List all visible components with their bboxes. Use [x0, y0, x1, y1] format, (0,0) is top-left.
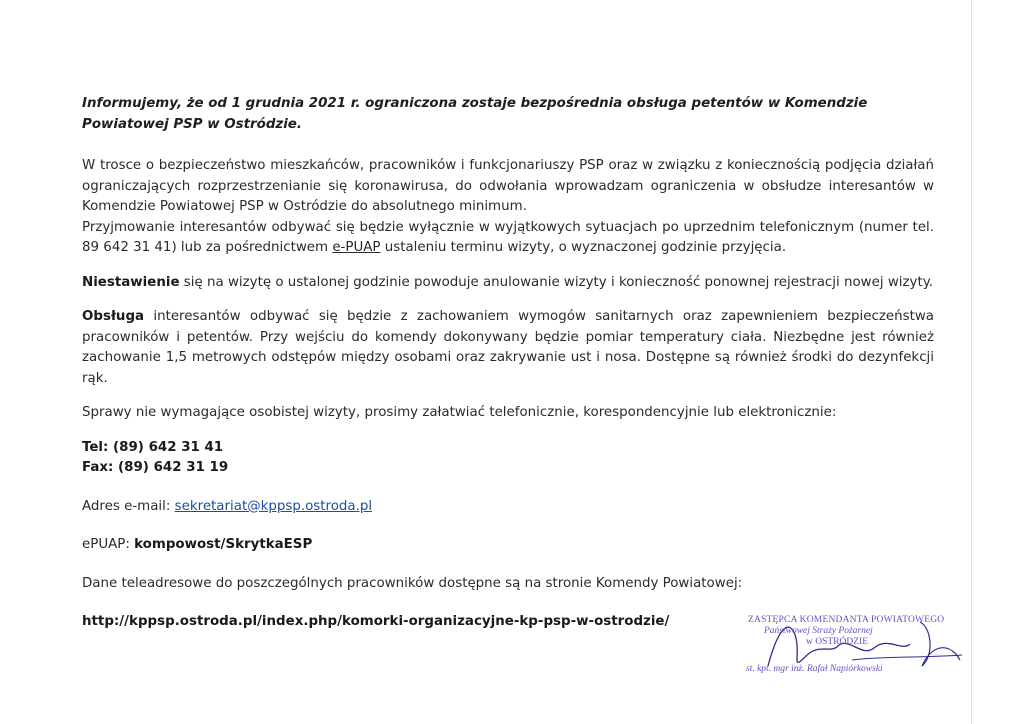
email-label: Adres e-mail: [82, 498, 175, 514]
stamp-signatory: st. kpt. mgr inż. Rafał Napiórkowski [746, 664, 883, 674]
service-bold: Obsługa [82, 309, 145, 324]
stamp-city: w OSTRÓDZIE [806, 637, 869, 647]
stamp-title: ZASTĘPCA KOMENDANTA POWIATOWEGO [748, 615, 945, 625]
appointments-text-before: Przyjmowanie interesantów odbywać się będzie wyłącznie w wyjątkowych sytuacjach po uprzednim telefonicznym (numer tel. 89 642 31 41) lub za pośrednictwem [82, 219, 934, 255]
paragraph-safety: W trosce o bezpieczeństwo mieszkańców, pracowników i funkcjonariuszy PSP oraz w związku z koniecznością podjęcia działań ograniczających rozprzestrzenianie się koronawirusa, do odwołania wprowadzam ograniczenia w obsłudze interesantów w Komendzie Powiatowej PSP w Ostródzie do absolutnego minimum. [82, 158, 934, 214]
service-text: interesantów odbywać się będzie z zachowaniem wymogów sanitarnych oraz zapewnieniem bezpieczeństwa pracowników i petentów. Przy wejściu do komendy dokonywany będzie pomiar temperatury ciała. Niezbędne jest również zachowanie 1,5 metrowych odstępów między osobami oraz zakrywanie ust i nosa. Dostępne są również środki do dezynfekcji rąk. [82, 309, 934, 386]
contact-tel [82, 438, 934, 459]
paragraph-no-show [82, 273, 934, 294]
contact-fax [82, 458, 934, 479]
paragraph-appointments [82, 218, 934, 259]
no-show-text: się na wizytę o ustalonej godzinie powoduje anulowanie wizyty i konieczność ponownej rejestracji nowej wizyty. [179, 274, 933, 290]
official-stamp [734, 608, 974, 688]
no-show-bold: Niestawienie [82, 274, 180, 290]
directory-url[interactable]: http://kppsp.ostroda.pl/index.php/komorki-organizacyjne-kp-psp-w-ostrodzie/ [82, 614, 670, 629]
contact-epuap [82, 535, 934, 556]
stamp-institution: Państwowej Straży Pożarnej [764, 626, 873, 636]
epuap-address: kompowost/SkrytkaESP [134, 537, 313, 552]
paragraph-remote: Sprawy nie wymagające osobistej wizyty, prosimy załatwiać telefonicznie, korespondencyjnie lub elektronicznie: [82, 405, 837, 420]
intro-heading: Informujemy, że od 1 grudnia 2021 r. ograniczona zostaje bezpośrednia obsługa petentów w Komendzie Powiatowej PSP w Ostródzie. [82, 96, 868, 132]
epuap-underlined: e-PUAP [332, 240, 381, 255]
paragraph-service [82, 307, 934, 389]
email-link[interactable]: sekretariat@kppsp.ostroda.pl [174, 498, 373, 514]
epuap-label: ePUAP: [82, 537, 135, 552]
fax-number: Fax: (89) 642 31 19 [82, 460, 229, 475]
letter-body [82, 94, 934, 633]
tel-number: Tel: (89) 642 31 41 [82, 439, 224, 455]
appointments-text-after: ustaleniu terminu wizyty, o wyznaczonej godzinie przyjęcia. [380, 240, 787, 255]
paragraph-directory: Dane teleadresowe do poszczególnych pracowników dostępne są na stronie Komendy Powiatowej: [82, 575, 743, 591]
contact-email [82, 497, 934, 518]
